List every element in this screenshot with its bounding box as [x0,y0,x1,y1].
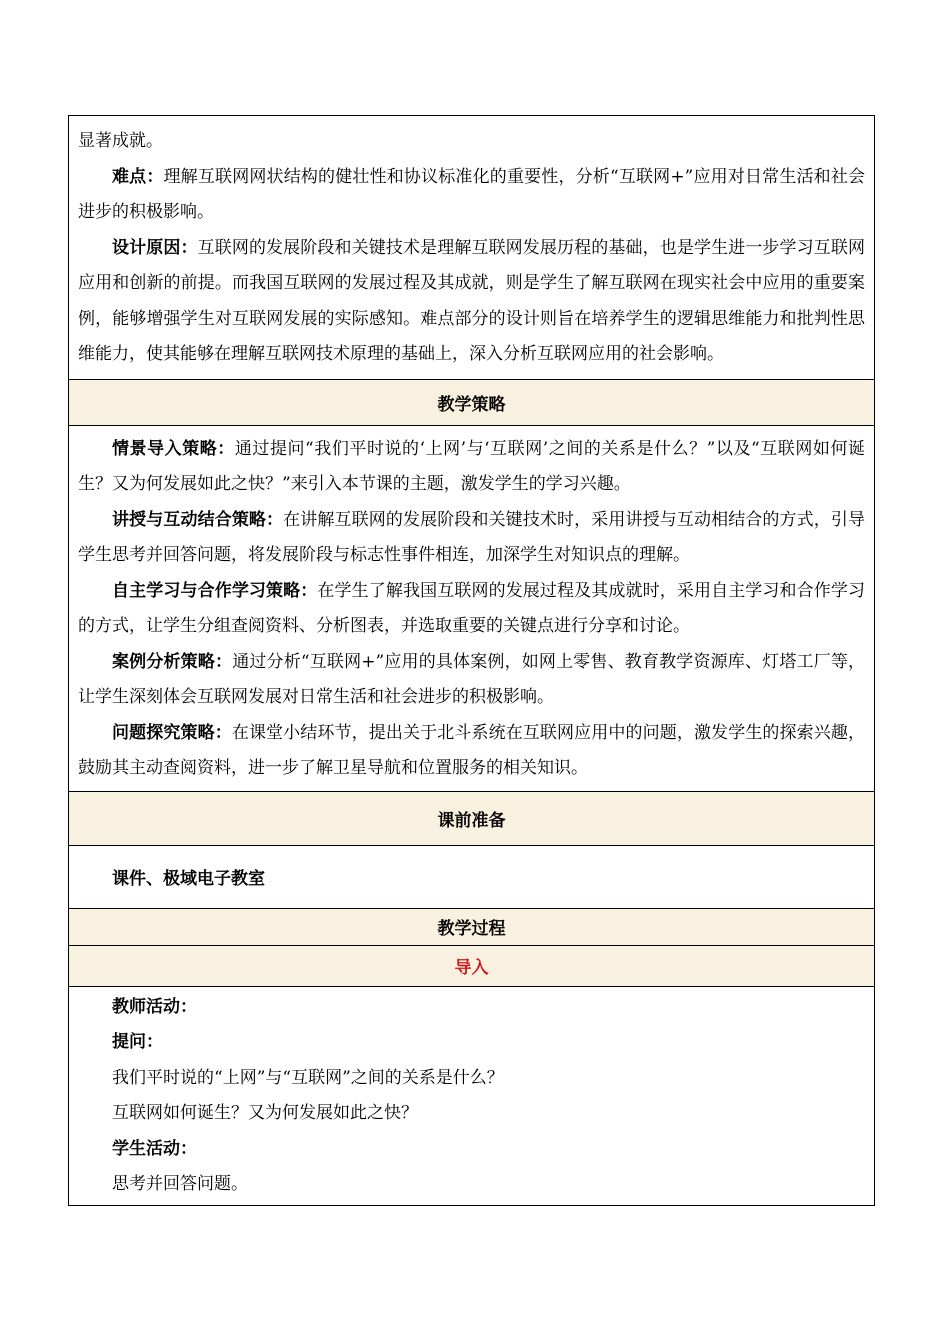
strategy-header: 教学策略 [69,379,875,425]
strategy-item-text: 通过提问“我们平时说的‘上网’与‘互联网’之间的关系是什么？”以及“互联网如何诞生？又为何发展如此之快？”来引入本节课的主题，激发学生的学习兴趣。 [78,438,866,494]
question-1: 我们平时说的“上网”与“互联网”之间的关系是什么？ [112,1067,504,1088]
student-activity-label-text: 学生活动： [112,1138,197,1159]
lesson-plan-table [68,115,875,1206]
process-header-row [69,908,875,945]
intro-header: 导入 [69,945,875,986]
reason-paragraph [78,231,865,373]
question-2: 互联网如何诞生？又为何发展如此之快？ [112,1103,418,1123]
reason-label: 设计原因： [112,237,198,258]
intro-cell [69,986,875,1205]
intro-header-row [69,945,875,986]
difficulty-paragraph [78,160,865,231]
strategy-item-text: 通过分析“互联网+”应用的具体案例，如网上零售、教育教学资源库、灯塔工厂等，让学生深刻体会互联网发展对日常生活和社会进步的积极影响。 [78,651,866,707]
difficulty-label: 难点： [112,166,164,187]
process-header: 教学过程 [69,908,875,945]
strategy-item-label: 案例分析策略： [112,651,233,672]
strategy-item [78,503,865,574]
preparation-row [69,845,875,908]
student-activity-text: 思考并回答问题。 [112,1174,248,1194]
strategy-header-row [69,379,875,425]
strategy-row [69,425,875,791]
preparation-header-row [69,791,875,845]
strategy-item-label: 自主学习与合作学习策略： [112,580,318,601]
lesson-plan-document [68,115,875,1206]
strategy-item [78,574,865,645]
strategy-item [78,716,865,787]
continuation-text: 显著成就。 [78,131,163,151]
strategy-cell [69,425,875,791]
strategy-item-text: 在学生了解我国互联网的发展过程及其成就时，采用自主学习和合作学习的方式，让学生分组查阅资料、分析图表，并选取重要的关键点进行分享和讨论。 [78,580,866,636]
preparation-text: 课件、极域电子教室 [112,868,265,889]
difficulty-text: 理解互联网网状结构的健壮性和协议标准化的重要性，分析“互联网+”应用对日常生活和社会进步的积极影响。 [78,166,866,222]
question-label [78,1025,865,1061]
strategy-item [78,432,865,503]
strategy-item-text: 在课堂小结环节，提出关于北斗系统在互联网应用中的问题，激发学生的探索兴趣，鼓励其主动查阅资料，进一步了解卫星导航和位置服务的相关知识。 [78,722,866,778]
preparation-header: 课前准备 [69,791,875,845]
teacher-activity-label [78,990,865,1026]
objectives-row [69,116,875,380]
reason-text: 互联网的发展阶段和关键技术是理解互联网发展历程的基础，也是学生进一步学习互联网应用和创新的前提。而我国互联网的发展过程及其成就，则是学生了解互联网在现实社会中应用的重要案例，能够增强学生对互联网发展的实际感知。难点部分的设计则旨在培养学生的逻辑思维能力和批判性思维能力，使其能够在理解互联网技术原理的基础上，深入分析互联网应用的社会影响。 [78,237,866,364]
intro-row [69,986,875,1205]
strategy-item [78,645,865,716]
strategy-item-label: 问题探究策略： [112,722,232,743]
preparation-cell [69,845,875,908]
objectives-cell [69,116,875,380]
teacher-activity-label-text: 教师活动： [112,996,197,1017]
strategy-item-label: 讲授与互动结合策略： [112,509,284,530]
strategy-item-label: 情景导入策略： [112,438,235,459]
question-label-text: 提问： [112,1032,163,1052]
student-activity-label [78,1132,865,1168]
strategy-item-text: 在讲解互联网的发展阶段和关键技术时，采用讲授与互动相结合的方式，引导学生思考并回答问题，将发展阶段与标志性事件相连，加深学生对知识点的理解。 [78,509,866,565]
